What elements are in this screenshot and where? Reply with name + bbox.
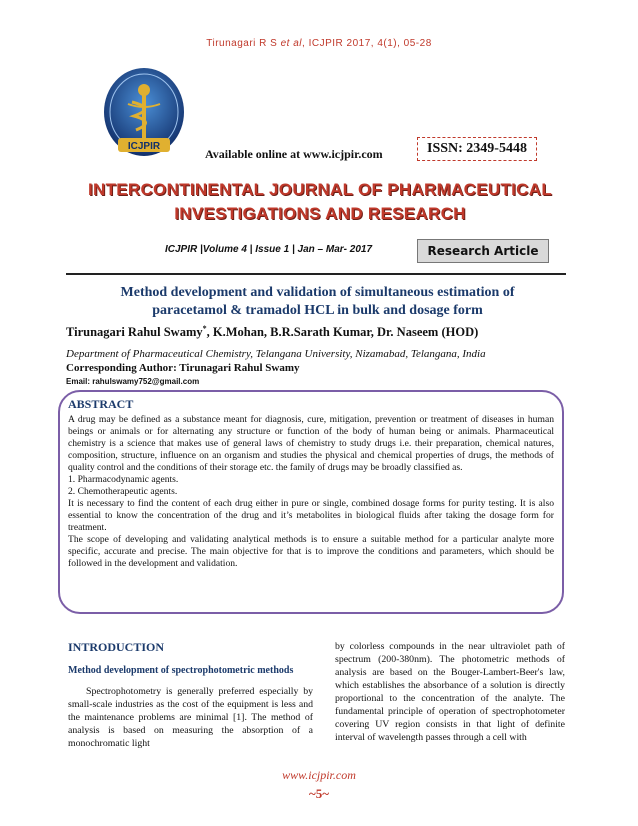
issn-box: ISSN: 2349-5448: [417, 137, 537, 161]
svg-text:ICJPIR: ICJPIR: [127, 141, 161, 152]
abstract-list-item: 2. Chemotherapeutic agents.: [68, 486, 178, 497]
author-list: Tirunagari Rahul Swamy*, K.Mohan, B.R.Sarath Kumar, Dr. Naseem (HOD): [66, 324, 479, 340]
body-column-right: [335, 640, 565, 744]
header-divider: [66, 273, 566, 275]
author-email: Email: rahulswamy752@gmail.com: [66, 377, 200, 386]
abstract-paragraph: A drug may be defined as a substance meant for diagnosis, cure, mitigation, prevention or treatment of diseases in human beings or animals or for alternating any structure or function of the body of human being or animals. Pharmaceutical chemistry is a science that makes use of general laws of chemistry to study drugs i.e. their preparation, chemical natures, composition, structure, influence on an organism and studies the physical and chemical properties of drugs, the methods of quality control and the conditions of their storage etc. the family of drugs may be broadly classified as.: [68, 414, 554, 473]
article-title: Method development and validation of simultaneous estimation of paracetamol & tramadol HCL in bulk and dosage form: [120, 285, 515, 318]
page-number: ~5~: [308, 786, 330, 801]
volume-info: ICJPIR |Volume 4 | Issue 1 | Jan – Mar- 2017: [165, 244, 373, 255]
subsection-heading: Method development of spectrophotometric methods: [68, 665, 294, 676]
body-paragraph: by colorless compounds in the near ultraviolet path of spectrum (200-380nm). The photometric methods of analysis are based on the Bouger-Lambert-Beer's law, which establishes the absorbance of a solution is directly proportional to the concentration of the analyte. The fundamental principle of operation of spectrophotometer covering UV region consists in that light of definite interval of wavelength passes through a cell with: [335, 641, 565, 743]
running-head: Tirunagari R S et al, ICJPIR 2017, 4(1), 05-28: [206, 38, 432, 49]
affiliation: Department of Pharmaceutical Chemistry, Telangana University, Nizamabad, Telangana, India: [66, 348, 486, 360]
section-heading: INTRODUCTION: [68, 640, 165, 654]
footer-url: www.icjpir.com: [282, 768, 356, 782]
availability-text: Available online at www.icjpir.com: [205, 147, 383, 161]
journal-logo: [98, 66, 190, 162]
corresponding-author: Corresponding Author: Tirunagari Rahul Swamy: [66, 362, 300, 374]
body-column-left: [68, 640, 313, 750]
abstract-box: [58, 390, 564, 614]
journal-title: INTERCONTINENTAL JOURNAL OF PHARMACEUTICAL INVESTIGATIONS AND RESEARCH: [87, 180, 553, 223]
abstract-paragraph: It is necessary to find the content of each drug either in pure or single, combined dosage forms for purity testing. It is also essential to know the concentration of the drug and it’s metabolites in biological fluids after taking the dosage form for treatment.: [68, 498, 554, 533]
abstract-list-item: 1. Pharmacodynamic agents.: [68, 474, 179, 485]
abstract-heading: ABSTRACT: [68, 397, 134, 411]
body-paragraph: Spectrophotometry is generally preferred especially by small-scale industries as the cost of the equipment is less and the maintenance problems are minimal [1]. The method of analysis is based on measuring the absorption of a monochromatic light: [68, 686, 313, 749]
abstract-paragraph: The scope of developing and validating analytical methods is to ensure a suitable method for a particular analyte more specific, accurate and precise. The main objective for that is to improve the conditions and parameters, which should be followed in the development and validation.: [68, 534, 554, 569]
article-type-badge: Research Article: [417, 239, 549, 263]
